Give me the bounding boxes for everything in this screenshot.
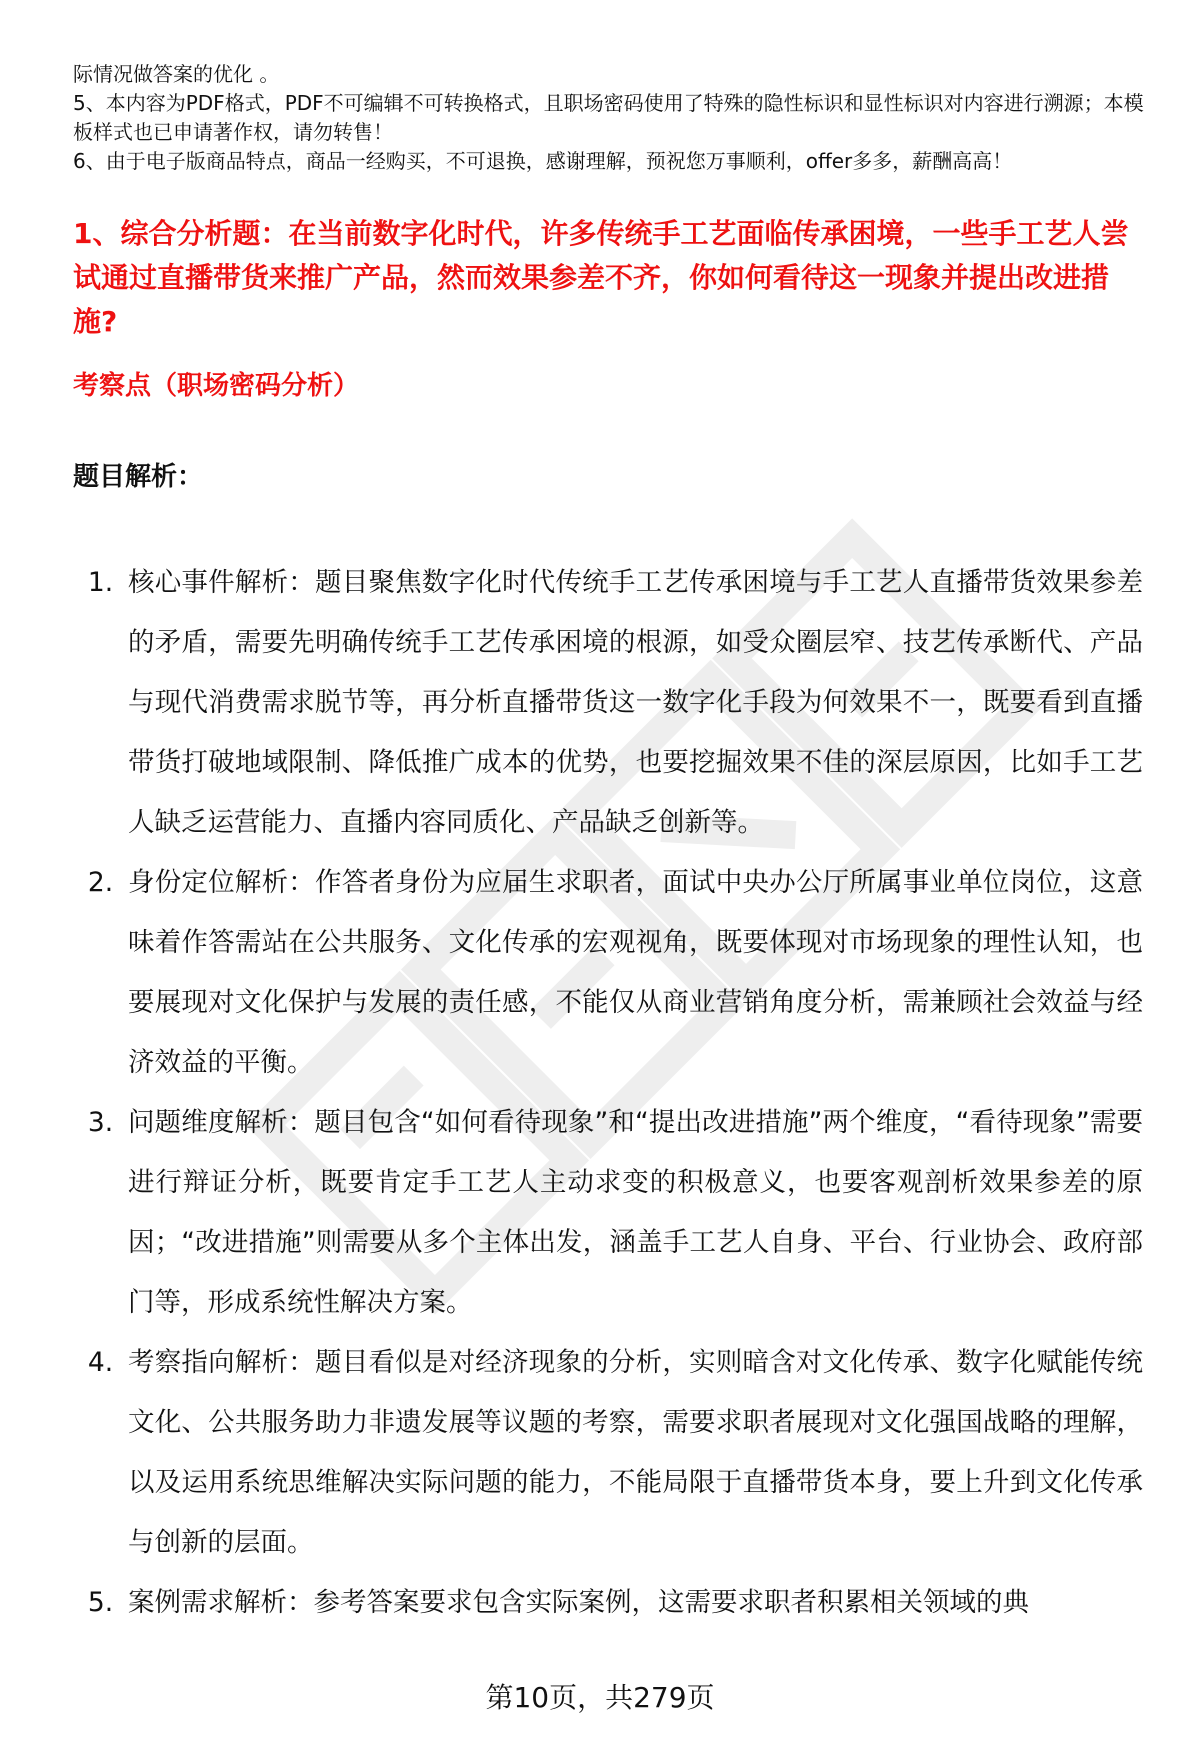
list-item — [73, 1093, 1143, 1333]
notes-block — [73, 60, 1153, 176]
question-title: 1、综合分析题：在当前数字化时代，许多传统手工艺面临传承困境，一些手工艺人尝试通过直播带货来推广产品，然而效果参差不齐，你如何看待这一现象并提出改进措施? — [73, 217, 1129, 338]
analysis-list — [73, 553, 1143, 1633]
list-item-number: 5. — [87, 1587, 114, 1618]
list-item — [73, 1333, 1143, 1573]
list-item-number: 4. — [87, 1347, 114, 1378]
list-item-text: 身份定位解析：作答者身份为应届生求职者，面试中央办公厅所属事业单位岗位，这意味着作答需站在公共服务、文化传承的宏观视角，既要体现对市场现象的理性认知，也要展现对文化保护与发展的责任感，不能仅从商业营销角度分析，需兼顾社会效益与经济效益的平衡。 — [128, 867, 1143, 1078]
exam-point-heading: 考察点（职场密码分析） — [73, 371, 360, 401]
analysis-heading: 题目解析： — [73, 462, 204, 492]
note-line: 际情况做答案的优化 。 — [73, 62, 280, 86]
note-line: 6、由于电子版商品特点，商品一经购买，不可退换，感谢理解，预祝您万事顺利，offer多多，薪酬高高！ — [73, 149, 1013, 173]
list-item — [73, 853, 1143, 1093]
list-item-text: 核心事件解析：题目聚焦数字化时代传统手工艺传承困境与手工艺人直播带货效果参差的矛盾，需要先明确传统手工艺传承困境的根源，如受众圈层窄、技艺传承断代、产品与现代消费需求脱节等，再分析直播带货这一数字化手段为何效果不一，既要看到直播带货打破地域限制、降低推广成本的优势，也要挖掘效果不佳的深层原因，比如手工艺人缺乏运营能力、直播内容同质化、产品缺乏创新等。 — [128, 567, 1143, 838]
list-item — [73, 1573, 1143, 1633]
list-item-text: 案例需求解析：参考答案要求包含实际案例，这需要求职者积累相关领域的典 — [128, 1587, 1029, 1618]
list-item-number: 2. — [87, 867, 114, 898]
list-item-text: 问题维度解析：题目包含“如何看待现象”和“提出改进措施”两个维度，“看待现象”需要进行辩证分析，既要肯定手工艺人主动求变的积极意义，也要客观剖析效果参差的原因；“改进措施”则需要从多个主体出发，涵盖手工艺人自身、平台、行业协会、政府部门等，形成系统性解决方案。 — [128, 1107, 1143, 1318]
list-item — [73, 553, 1143, 853]
note-line: 5、本内容为PDF格式，PDF不可编辑不可转换格式，且职场密码使用了特殊的隐性标识和显性标识对内容进行溯源；本模板样式也已申请著作权，请勿转售！ — [73, 91, 1144, 144]
list-item-number: 3. — [87, 1107, 114, 1138]
page-footer: 第10页，共279页 — [485, 1681, 715, 1714]
list-item-text: 考察指向解析：题目看似是对经济现象的分析，实则暗含对文化传承、数字化赋能传统文化、公共服务助力非遗发展等议题的考察，需要求职者展现对文化强国战略的理解，以及运用系统思维解决实际问题的能力，不能局限于直播带货本身，要上升到文化传承与创新的层面。 — [128, 1347, 1143, 1558]
list-item-number: 1. — [87, 567, 114, 598]
